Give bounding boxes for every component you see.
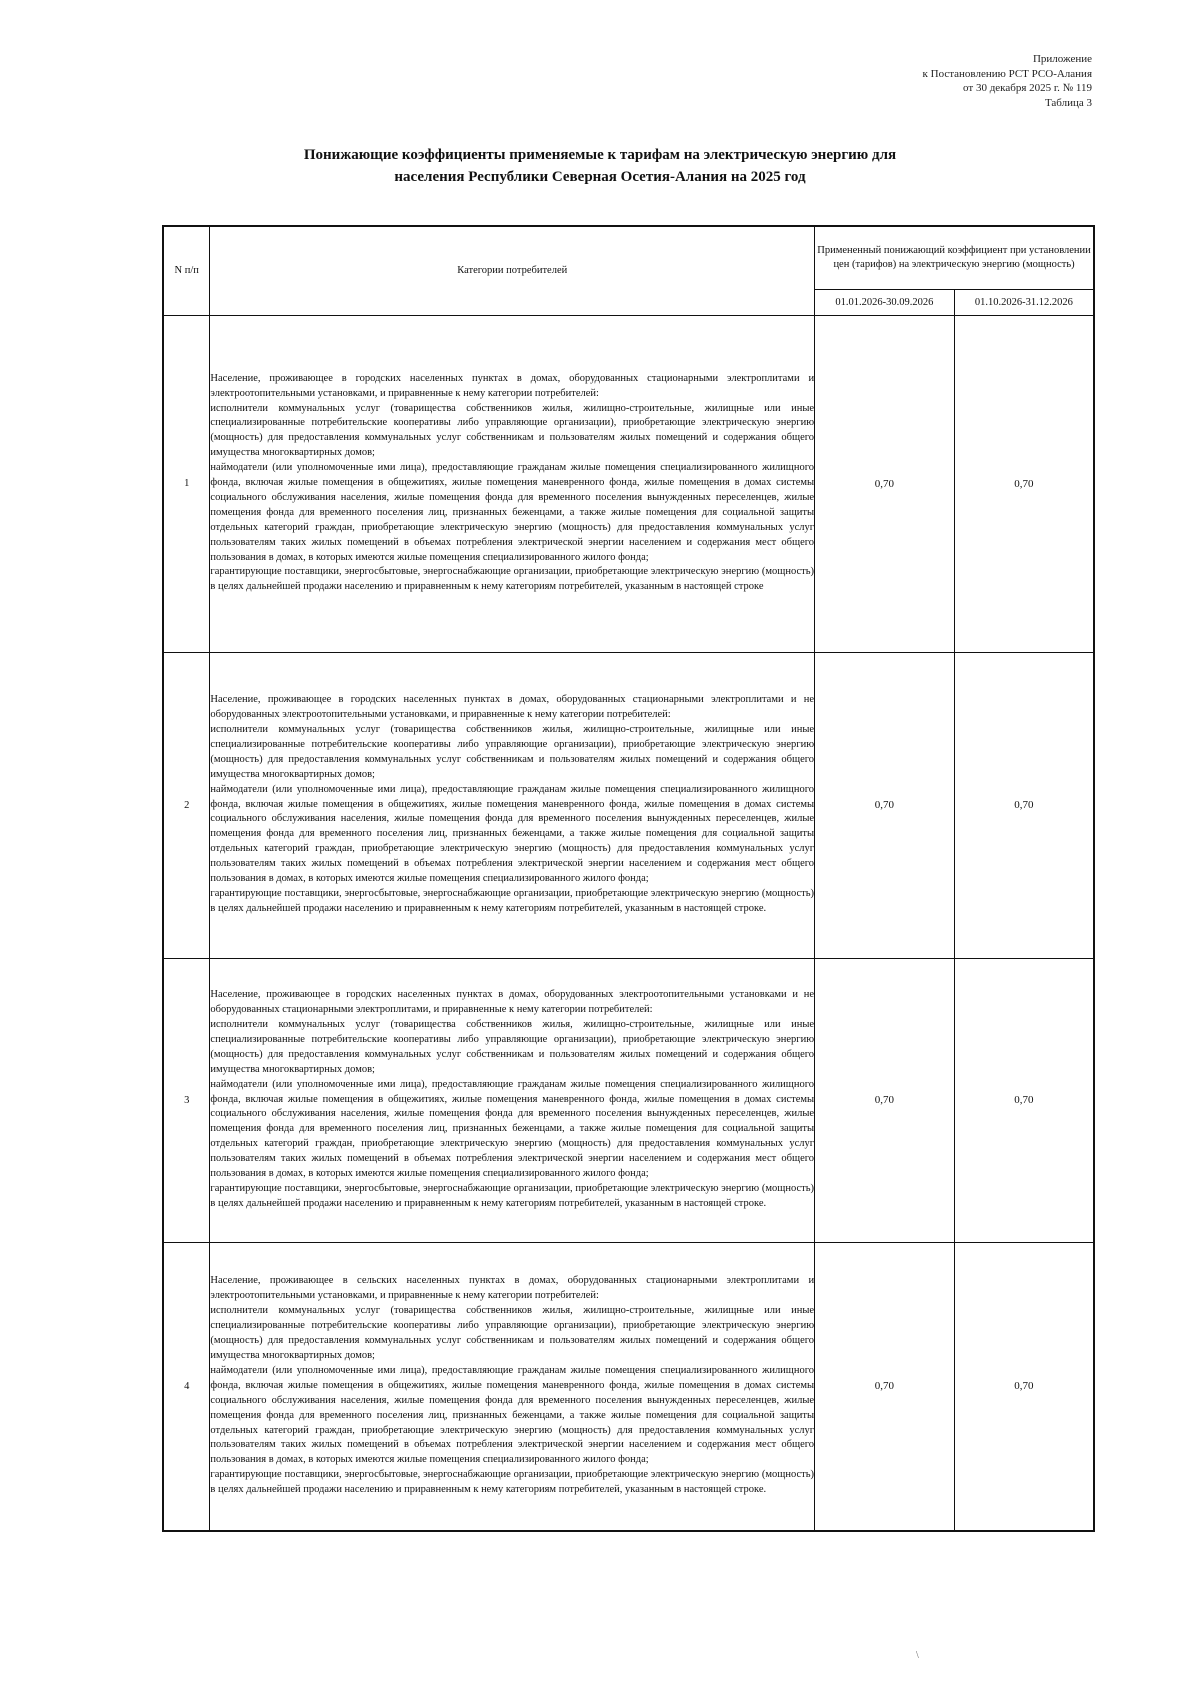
- title-line-1: Понижающие коэффициенты применяемые к тарифам на электрическую энергию для: [303, 147, 897, 163]
- category-paragraph: исполнители коммунальных услуг (товарищества собственников жилья, жилищно-строительные, жилищные или иные специализированные потребительские кооперативы либо управляющие организации), приобретающие электрическую энергию (мощность) для предоставления коммунальных услуг собственникам и пользователям жилых помещений и содержания общего имущества многоквартирных домов;: [210, 402, 815, 459]
- coefficient-period-1: 0,70: [815, 958, 955, 1242]
- row-category: [210, 315, 815, 652]
- coefficient-period-2: 0,70: [954, 315, 1094, 652]
- appendix-table-number: Таблица 3: [1044, 96, 1092, 109]
- coefficient-period-1: 0,70: [815, 315, 955, 652]
- category-paragraph: гарантирующие поставщики, энергосбытовые, энергоснабжающие организации, приобретающие электрическую энергию (мощность) в целях дальнейшей продажи населению и приравненным к нему категориям потребителей, указанным в настоящей строке.: [210, 887, 815, 914]
- category-paragraph: исполнители коммунальных услуг (товарищества собственников жилья, жилищно-строительные, жилищные или иные специализированные потребительские кооперативы либо управляющие организации), приобретающие электрическую энергию (мощность) для предоставления коммунальных услуг собственникам и пользователям жилых помещений и содержания общего имущества многоквартирных домов;: [210, 1305, 815, 1361]
- category-paragraph: наймодатели (или уполномоченные ими лица), предоставляющие гражданам жилые помещения специализированного жилищного фонда, включая жилые помещения в общежитиях, жилые помещения маневренного фонда, жилые помещения в домах системы социального обслуживания населения, жилые помещения фонда для временного поселения вынужденных переселенцев, жилые помещения фонда для временного поселения лиц, признанных беженцами, а также жилые помещения для социальной защиты отдельных категорий граждан, приобретающие электрическую энергию (мощность) для предоставления коммунальных услуг пользователям таких жилых помещений в объемах потребления электрической энергии населением и содержания мест общего пользования в домах, в которых имеются жилые помещения специализированного жилого фонда;: [210, 1078, 815, 1180]
- document-title: [0, 144, 1200, 188]
- appendix-date: от 30 декабря 2025 г. № 119: [963, 82, 1092, 94]
- category-paragraph: Население, проживающее в городских населенных пунктах в домах, оборудованных стационарными электроплитами и не оборудованных электроотопительными установками, и приравненные к нему категории потребителей:: [210, 694, 815, 721]
- appendix-label: Приложение: [1032, 53, 1092, 65]
- coefficient-period-1: 0,70: [815, 652, 955, 958]
- category-paragraph: наймодатели (или уполномоченные ими лица), предоставляющие гражданам жилые помещения специализированного жилищного фонда, включая жилые помещения в общежитиях, жилые помещения маневренного фонда, жилые помещения в домах системы социального обслуживания населения, жилые помещения фонда для временного поселения вынужденных переселенцев, жилые помещения фонда для временного поселения лиц, признанных беженцами, а также жилые помещения для социальной защиты отдельных категорий граждан, приобретающие электрическую энергию (мощность) для предоставления коммунальных услуг пользователям таких жилых помещений в объемах потребления электрической энергии населением и содержания мест общего пользования в домах, в которых имеются жилые помещения специализированного жилого фонда;: [210, 462, 815, 563]
- title-line-2: населения Республики Северная Осетия-Алания на 2025 год: [394, 169, 806, 185]
- header-category: Категории потребителей: [210, 226, 815, 315]
- row-category: [210, 652, 815, 958]
- row-number: 3: [163, 958, 210, 1242]
- table-row: [163, 652, 1094, 958]
- category-paragraph: наймодатели (или уполномоченные ими лица), предоставляющие гражданам жилые помещения специализированного жилищного фонда, включая жилые помещения в общежитиях, жилые помещения маневренного фонда, жилые помещения в домах системы социального обслуживания населения, жилые помещения фонда для временного поселения вынужденных переселенцев, жилые помещения фонда для временного поселения лиц, признанных беженцами, а также жилые помещения для социальной защиты отдельных категорий граждан, приобретающие электрическую энергию (мощность) для предоставления коммунальных услуг пользователям таких жилых помещений в объемах потребления электрической энергии населением и содержания мест общего пользования в домах, в которых имеются жилые помещения специализированного жилого фонда;: [210, 783, 815, 885]
- row-number: 4: [163, 1242, 210, 1531]
- row-category: [210, 958, 815, 1242]
- category-paragraph: гарантирующие поставщики, энергосбытовые, энергоснабжающие организации, приобретающие электрическую энергию (мощность) в целях дальнейшей продажи населению и приравненным к нему категориям потребителей, указанным в настоящей строке: [210, 566, 815, 593]
- category-paragraph: Население, проживающее в городских населенных пунктах в домах, оборудованных стационарными электроплитами и электроотопительными установками, и приравненные к нему категории потребителей:: [210, 372, 815, 399]
- header-period-2: 01.10.2026-31.12.2026: [954, 289, 1094, 315]
- category-paragraph: исполнители коммунальных услуг (товарищества собственников жилья, жилищно-строительные, жилищные или иные специализированные потребительские кооперативы либо управляющие организации), приобретающие электрическую энергию (мощность) для предоставления коммунальных услуг собственникам и пользователям жилых помещений и содержания общего имущества многоквартирных домов;: [210, 724, 815, 780]
- header-period-1: 01.01.2026-30.09.2026: [815, 289, 955, 315]
- table-row: [163, 958, 1094, 1242]
- table-row: [163, 315, 1094, 652]
- category-paragraph: Население, проживающее в сельских населенных пунктах в домах, оборудованных стационарными электроплитами и электроотопительными установками, и приравненные к нему категории потребителей:: [210, 1275, 815, 1302]
- header-number: N п/п: [163, 226, 210, 315]
- coefficient-period-2: 0,70: [954, 958, 1094, 1242]
- category-paragraph: гарантирующие поставщики, энергосбытовые, энергоснабжающие организации, приобретающие электрическую энергию (мощность) в целях дальнейшей продажи населению и приравненным к нему категориям потребителей, указанным в настоящей строке.: [210, 1182, 815, 1209]
- table-row: [163, 1242, 1094, 1531]
- row-number: 2: [163, 652, 210, 958]
- row-category: [210, 1242, 815, 1531]
- coefficient-period-1: 0,70: [815, 1242, 955, 1531]
- coefficient-period-2: 0,70: [954, 652, 1094, 958]
- header-coefficient: Примененный понижающий коэффициент при установлении цен (тарифов) на электрическую энергию (мощность): [815, 226, 1094, 289]
- coefficient-period-2: 0,70: [954, 1242, 1094, 1531]
- appendix-header: [923, 52, 1092, 110]
- scan-mark: \: [916, 1650, 919, 1661]
- category-paragraph: гарантирующие поставщики, энергосбытовые, энергоснабжающие организации, приобретающие электрическую энергию (мощность) в целях дальнейшей продажи населению и приравненным к нему категориям потребителей, указанным в настоящей строке.: [210, 1469, 815, 1496]
- appendix-decree: к Постановлению РСТ РСО-Алания: [922, 67, 1092, 80]
- category-paragraph: наймодатели (или уполномоченные ими лица), предоставляющие гражданам жилые помещения специализированного жилищного фонда, включая жилые помещения в общежитиях, жилые помещения маневренного фонда, жилые помещения в домах системы социального обслуживания населения, жилые помещения фонда для временного поселения вынужденных переселенцев, жилые помещения фонда для временного поселения лиц, признанных беженцами, а также жилые помещения для социальной защиты отдельных категорий граждан, приобретающие электрическую энергию (мощность) для предоставления коммунальных услуг пользователям таких жилых помещений в объемах потребления электрической энергии населением и содержания мест общего пользования в домах, в которых имеются жилые помещения специализированного жилого фонда;: [210, 1364, 815, 1466]
- category-paragraph: Население, проживающее в городских населенных пунктах в домах, оборудованных электроотопительными установками и не оборудованных стационарными электроплитами, и приравненные к нему категории потребителей:: [210, 989, 815, 1016]
- category-paragraph: исполнители коммунальных услуг (товарищества собственников жилья, жилищно-строительные, жилищные или иные специализированные потребительские кооперативы либо управляющие организации), приобретающие электрическую энергию (мощность) для предоставления коммунальных услуг собственникам и пользователям жилых помещений и содержания общего имущества многоквартирных домов;: [210, 1019, 815, 1075]
- coefficients-table: [162, 225, 1095, 1532]
- row-number: 1: [163, 315, 210, 652]
